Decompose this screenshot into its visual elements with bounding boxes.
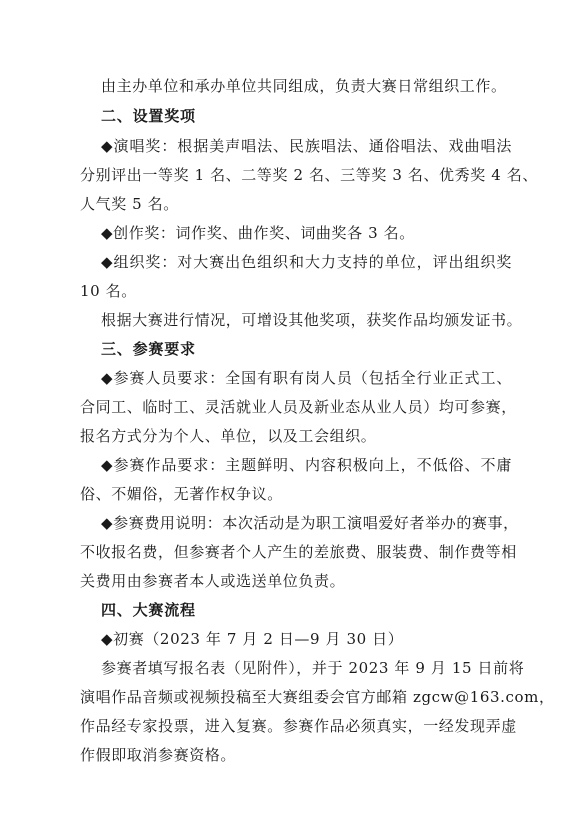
paragraph-line: ◆组织奖：对大赛出色组织和大力支持的单位，评出组织奖 [101,253,512,271]
paragraph-line: 参赛者填写报名表（见附件），并于 2023 年 9 月 15 日前将 [101,659,525,677]
section-heading-process: 四、大赛流程 [101,601,196,619]
paragraph-line: ◆参赛作品要求：主题鲜明、内容积极向上，不低俗、不庸 [101,456,512,474]
section-heading-awards: 二、设置奖项 [101,107,196,125]
paragraph-line: 不收报名费，但参赛者个人产生的差旅费、服装费、制作费等相 [80,543,517,561]
paragraph-line: ◆演唱奖：根据美声唱法、民族唱法、通俗唱法、戏曲唱法 [101,137,512,155]
section-heading-requirements: 三、参赛要求 [101,340,196,358]
paragraph-line: 人气奖 5 名。 [80,195,179,213]
paragraph-line: 演唱作品音频或视频投稿至大赛组委会官方邮箱 zgcw@163.com， [80,688,555,706]
paragraph-line: ◆创作奖：词作奖、曲作奖、词曲奖各 3 名。 [101,224,415,242]
paragraph-line: 报名方式分为个人、单位，以及工会组织。 [80,427,377,445]
paragraph-line: ◆初赛（2023 年 7 月 2 日—9 月 30 日） [101,630,404,648]
paragraph-line: 由主办单位和承办单位共同组成，负责大赛日常组织工作。 [101,77,507,95]
paragraph-line: ◆参赛人员要求：全国有职有岗人员（包括全行业正式工、 [101,369,512,387]
paragraph-line: 分别评出一等奖 1 名、二等奖 2 名、三等奖 3 名、优秀奖 4 名、 [80,166,538,184]
paragraph-line: 合同工、临时工、灵活就业人员及新业态从业人员）均可参赛， [80,398,517,416]
paragraph-line: ◆参赛费用说明：本次活动是为职工演唱爱好者举办的赛事， [101,514,519,532]
paragraph-line: 作假即取消参赛资格。 [80,746,237,764]
paragraph-line: 作品经专家投票，进入复赛。参赛作品必须真实，一经发现弄虚 [80,717,517,735]
paragraph-line: 俗、不媚俗，无著作权争议。 [80,485,283,503]
paragraph-line: 10 名。 [80,282,137,300]
paragraph-line: 根据大赛进行情况，可增设其他奖项，获奖作品均颁发证书。 [101,311,523,329]
paragraph-line: 关费用由参赛者本人或选送单位负责。 [80,572,346,590]
